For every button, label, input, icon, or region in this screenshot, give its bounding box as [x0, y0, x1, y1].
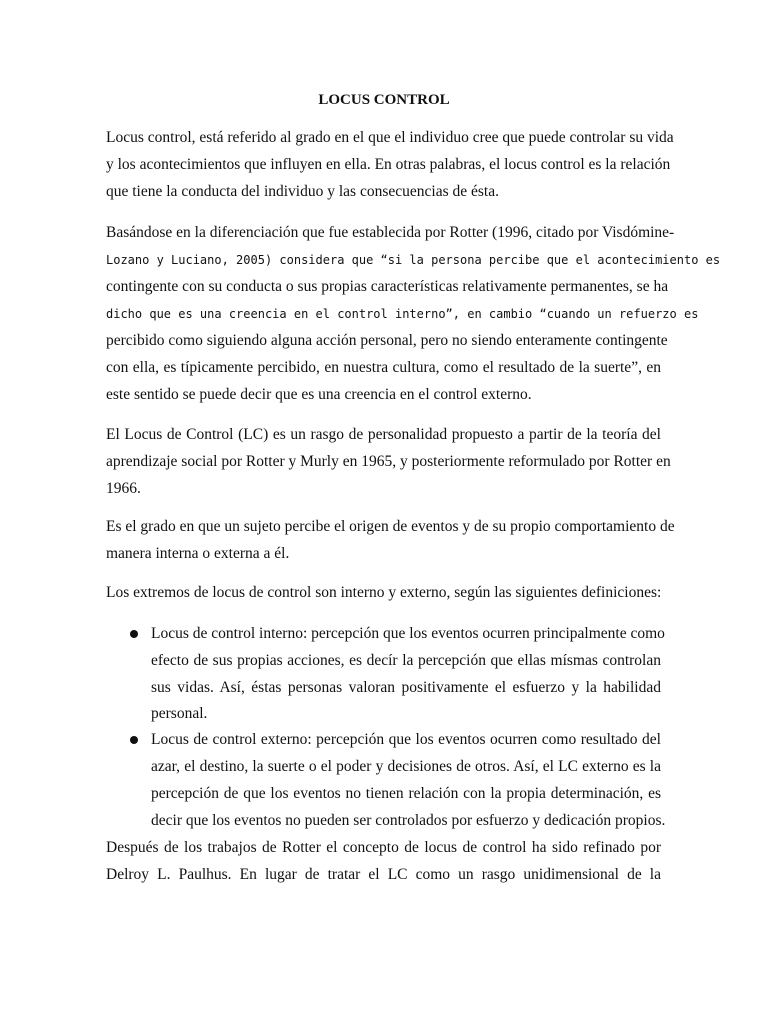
paragraph-6-line-2: Delroy L. Paulhus. En lugar de tratar el LC como un rasgo unidimensional de la	[106, 866, 661, 883]
paragraph-2-line-7: este sentido se puede decir que es una creencia en el control externo.	[106, 386, 532, 403]
paragraph-2-line-4: dicho que es una creencia en el control interno”, en cambio “cuando un refuerzo es	[106, 307, 699, 321]
paragraph-2-line-2: Lozano y Luciano, 2005) considera que “si la persona percibe que el acontecimiento es	[106, 253, 721, 267]
paragraph-2-line-1: Basándose en la diferenciación que fue establecida por Rotter (1996, citado por Visdómine-	[106, 224, 675, 241]
paragraph-3-line-3: 1966.	[106, 480, 141, 497]
paragraph-3-line-2: aprendizaje social por Rotter y Murly en 1965, y posteriormente reformulado por Rotter en	[106, 453, 671, 470]
bullet-1-line-3: sus vidas. Así, éstas personas valoran positivamente el esfuerzo y la habilidad	[151, 679, 661, 696]
paragraph-2-line-5: percibido como siguiendo alguna acción personal, pero no siendo enteramente contingente	[106, 332, 668, 349]
paragraph-3-line-1: El Locus de Control (LC) es un rasgo de personalidad propuesto a partir de la teoría del	[106, 426, 661, 443]
bullet-2-line-4: decir que los eventos no pueden ser controlados por esfuerzo y dedicación propios.	[151, 812, 666, 829]
bullet-2-line-3: percepción de que los eventos no tienen relación con la propia determinación, es	[151, 785, 661, 802]
paragraph-2-line-3: contingente con su conducta o sus propias características relativamente permanentes, se ha	[106, 278, 669, 295]
paragraph-4-line-2: manera interna o externa a él.	[106, 545, 290, 562]
bullet-marker-2	[130, 736, 138, 744]
bullet-1-line-4: personal.	[151, 705, 208, 722]
paragraph-1-line-1: Locus control, está referido al grado en el que el individuo cree que puede controlar su vida	[106, 129, 674, 146]
paragraph-1-line-3: que tiene la conducta del individuo y las consecuencias de ésta.	[106, 183, 499, 200]
document-title: LOCUS CONTROL	[318, 92, 450, 108]
paragraph-6-line-1: Después de los trabajos de Rotter el concepto de locus de control ha sido refinado por	[106, 839, 661, 856]
paragraph-4-line-1: Es el grado en que un sujeto percibe el origen de eventos y de su propio comportamiento de	[106, 518, 675, 535]
bullet-2-line-1: Locus de control externo: percepción que los eventos ocurren como resultado del	[151, 731, 661, 748]
paragraph-5-line-1: Los extremos de locus de control son interno y externo, según las siguientes definiciones:	[106, 584, 662, 601]
bullet-2-line-2: azar, el destino, la suerte o el poder y decisiones de otros. Así, el LC externo es la	[151, 758, 661, 775]
bullet-1-line-1: Locus de control interno: percepción que los eventos ocurren principalmente como	[151, 625, 665, 642]
bullet-marker-1	[130, 630, 138, 638]
paragraph-2-line-6: con ella, es típicamente percibido, en nuestra cultura, como el resultado de la suerte”, en	[106, 359, 661, 376]
paragraph-1-line-2: y los acontecimientos que influyen en ella. En otras palabras, el locus control es la relación	[106, 156, 671, 173]
bullet-1-line-2: efecto de sus propias acciones, es decír la percepción que ellas mísmas controlan	[151, 652, 661, 669]
